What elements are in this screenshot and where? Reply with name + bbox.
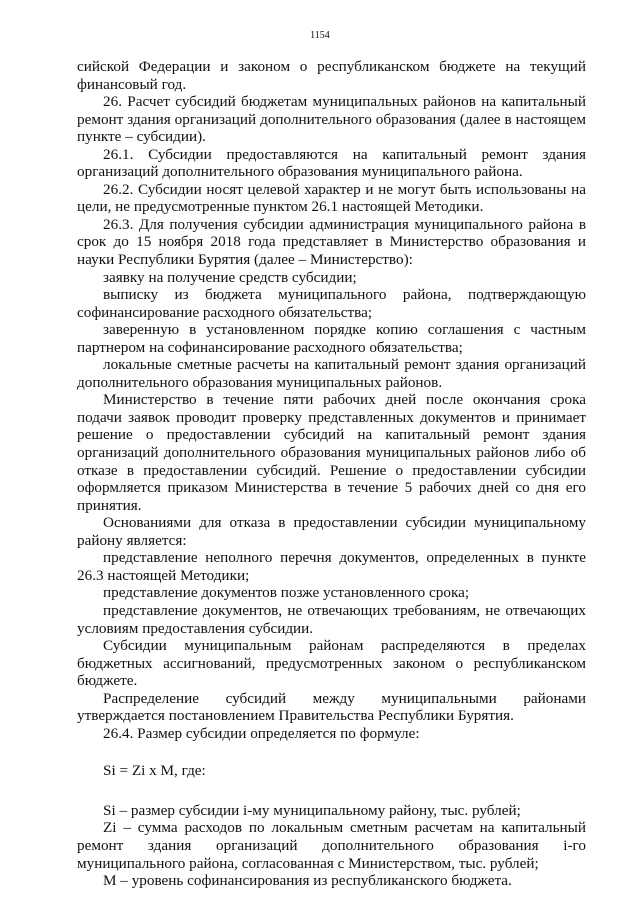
paragraph-item-26-4: 26.4. Размер субсидии определяется по формуле: [103,724,420,742]
list-item-estimates: локальные сметные расчеты на капитальный ремонт здания организаций дополнительного образования муниципальных районов. [77,356,586,391]
paragraph-ministry-review: Министерство в течение пяти рабочих дней после окончания срока подачи заявок проводит проверку представленных документов и принимает решение о предоставлении субсидий на капитальный ремонт здания организаций дополнительного образования муниципальных районов либо об отказе в предоставлении субсидий. Решение о предоставлении субсидии оформляется приказом Министерства в течение 5 рабочих дней со дня его принятия. [77,391,586,514]
document-body [77,58,586,890]
paragraph-refusal-grounds: Основаниями для отказа в предоставлении субсидии муниципальному району является: [77,514,586,549]
definition-si: Si – размер субсидии i-му муниципальному району, тыс. рублей; [103,801,521,819]
paragraph-allocation-limits: Субсидии муниципальным районам распределяются в пределах бюджетных ассигнований, предусмотренных законом о республиканском бюджете. [77,637,586,690]
paragraph-distribution-approval: Распределение субсидий между муниципальными районами утверждается постановлением Правительства Республики Бурятия. [77,689,586,725]
list-item-late-submission: представление документов позже установленного срока; [103,584,470,602]
list-item-budget-extract: выписку из бюджета муниципального района, подтверждающую софинансирование расходного обязательства; [77,286,586,321]
formula: Si = Zi x M, где: [103,762,206,780]
paragraph-item-26: 26. Расчет субсидий бюджетам муниципальных районов на капитальный ремонт здания организаций дополнительного образования (далее в настоящем пункте – субсидии). [77,93,586,146]
list-item-application: заявку на получение средств субсидии; [103,268,357,286]
list-item-incomplete-documents: представление неполного перечня документов, определенных в пункте 26.3 настоящей Методики; [77,549,586,584]
paragraph-item-26-3: 26.3. Для получения субсидии администрация муниципального района в срок до 15 ноября 2018 года представляет в Министерство образования и науки Республики Бурятия (далее – Министерство): [77,215,586,269]
definition-m: М – уровень софинансирования из республиканского бюджета. [103,872,512,890]
list-item-noncompliant-documents: представление документов, не отвечающих требованиям, не отвечающих условиям предоставления субсидии. [77,601,586,637]
page-number: 1154 [310,30,330,41]
list-item-agreement-copy: заверенную в установленном порядке копию соглашения с частным партнером на софинансирование расходного обязательства; [77,321,586,356]
paragraph-continuation: сийской Федерации и законом о республиканском бюджете на текущий финансовый год. [77,58,586,93]
paragraph-item-26-2: 26.2. Субсидии носят целевой характер и не могут быть использованы на цели, не предусмотренные пунктом 26.1 настоящей Методики. [77,180,586,216]
definition-zi: Zi – сумма расходов по локальным сметным расчетам на капитальный ремонт здания организаций дополнительного образования i-го муниципального района, согласованная с Министерством, тыс. рублей; [77,819,586,872]
paragraph-item-26-1: 26.1. Субсидии предоставляются на капитальный ремонт здания организаций дополнительного образования муниципального района. [77,145,586,181]
